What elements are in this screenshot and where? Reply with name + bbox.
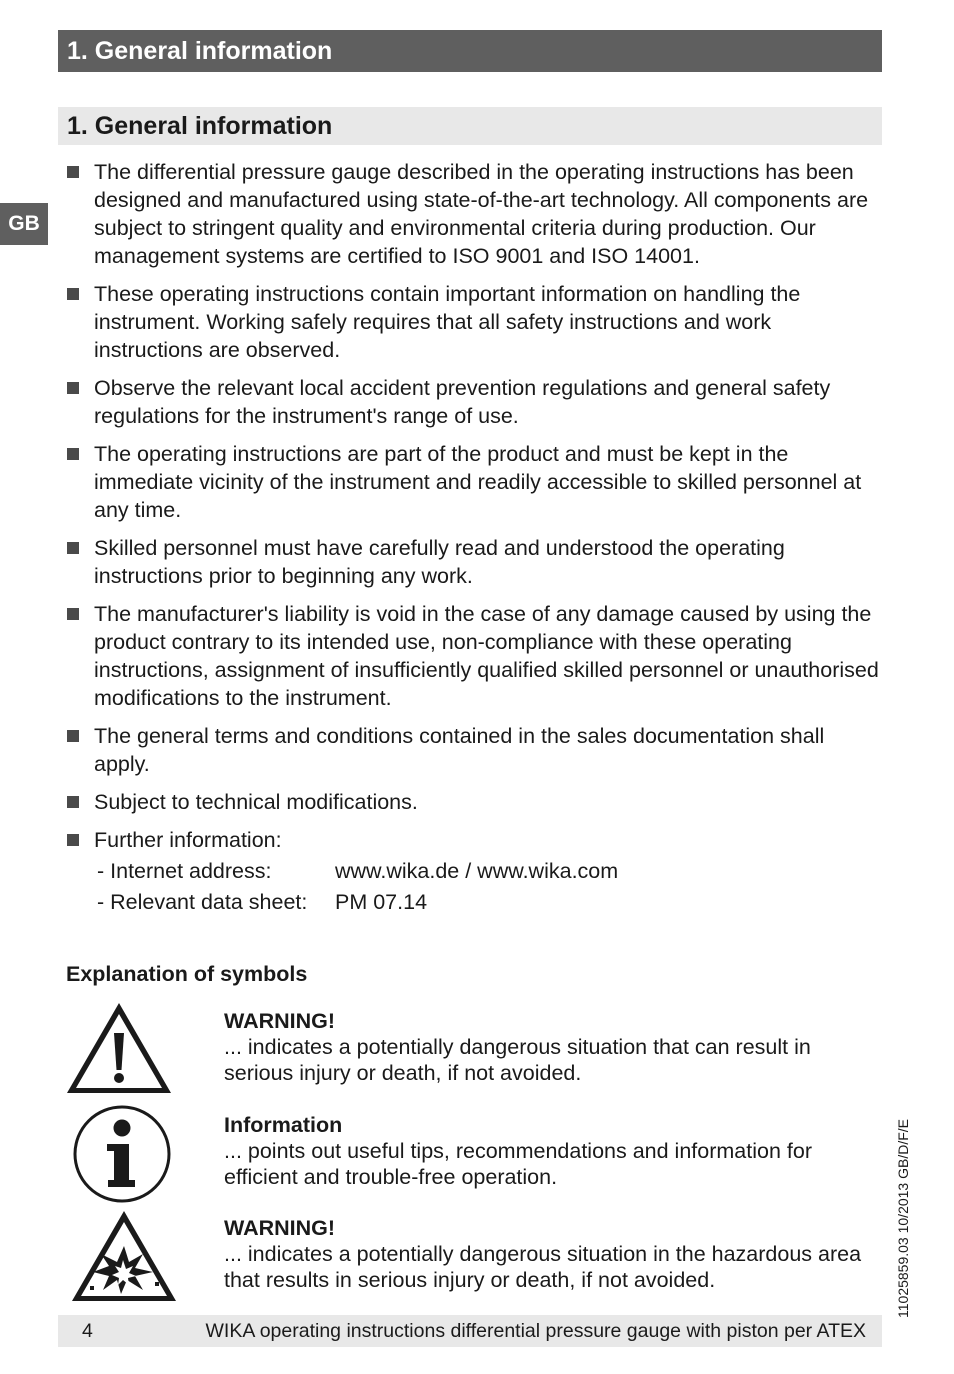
page-number: 4 — [82, 1320, 93, 1342]
list-item — [66, 374, 882, 430]
language-tab: GB — [0, 203, 48, 245]
bullet-text: These operating instructions contain important information on handling the instrument. Working safely requires that all safety instructions and work instructions are observed. — [94, 282, 801, 362]
bullet-text: The general terms and conditions contained in the sales documentation shall apply. — [94, 724, 825, 776]
bullet-square-icon — [67, 448, 79, 460]
internet-address-row — [94, 856, 882, 887]
information-note — [224, 1112, 864, 1190]
bullet-square-icon — [67, 730, 79, 742]
info-value: PM 07.14 — [335, 890, 428, 914]
explosion-warning-icon — [69, 1208, 179, 1304]
further-info-table — [94, 856, 882, 918]
symbols-heading: Explanation of symbols — [66, 962, 308, 986]
bullet-text: The differential pressure gauge described in the operating instructions has been designed and manufactured using state-of-the-art technology. All components are subject to stringent quality and environmental criteria during production. Our management systems are certified to ISO 9001 and ISO 14001. — [94, 160, 869, 268]
bullet-text: Skilled personnel must have carefully read and understood the operating instructions prior to beginning any work. — [94, 536, 785, 588]
page-footer — [58, 1315, 882, 1347]
bullet-text: The manufacturer's liability is void in the case of any damage caused by using the product contrary to its intended use, non-compliance with these operating instructions, assignment of insufficiently qualified skilled personnel or unauthorised modifications to the instrument. — [94, 602, 879, 710]
footer-title: WIKA operating instructions differential pressure gauge with piston per ATEX — [205, 1320, 866, 1342]
list-item — [66, 158, 882, 270]
info-label: - Internet address: — [97, 859, 272, 883]
bullet-text: The operating instructions are part of the product and must be kept in the immediate vicinity of the instrument and readily accessible to skilled personnel at any time. — [94, 442, 862, 522]
bullet-square-icon — [67, 382, 79, 394]
list-item — [66, 280, 882, 364]
hazard-warning-description: ... indicates a potentially dangerous situation in the hazardous area that results in serious injury or death, if not avoided. — [224, 1242, 862, 1292]
info-value: www.wika.de / www.wika.com — [335, 859, 619, 883]
warning-triangle-icon — [64, 1000, 174, 1096]
bullet-square-icon — [67, 166, 79, 178]
bullet-square-icon — [67, 834, 79, 846]
bullet-square-icon — [67, 796, 79, 808]
information-description: ... points out useful tips, recommendations and information for efficient and trouble-free operation. — [224, 1139, 812, 1189]
data-sheet-row — [94, 887, 882, 918]
section-title: 1. General information — [58, 107, 882, 145]
hazard-warning-title: WARNING! — [224, 1216, 336, 1240]
list-item — [66, 722, 882, 778]
bullet-list — [66, 158, 882, 928]
document-number: 11025859.03 10/2013 GB/D/F/E — [895, 1119, 911, 1318]
list-item — [66, 440, 882, 524]
warning-description: ... indicates a potentially dangerous situation that can result in serious injury or death, if not avoided. — [224, 1035, 811, 1085]
list-item — [66, 788, 882, 816]
hazardous-area-warning-note — [224, 1215, 864, 1293]
bullet-text: Further information: — [94, 828, 282, 852]
information-title: Information — [224, 1113, 343, 1137]
list-item — [66, 600, 882, 712]
list-item — [66, 534, 882, 590]
bullet-text: Observe the relevant local accident prevention regulations and general safety regulations for the instrument's range of use. — [94, 376, 831, 428]
information-icon — [71, 1104, 173, 1204]
warning-title: WARNING! — [224, 1009, 336, 1033]
bullet-square-icon — [67, 288, 79, 300]
warning-note — [224, 1008, 864, 1086]
bullet-square-icon — [67, 608, 79, 620]
list-item — [66, 826, 882, 918]
chapter-header: 1. General information — [58, 30, 882, 72]
bullet-text: Subject to technical modifications. — [94, 790, 418, 814]
bullet-square-icon — [67, 542, 79, 554]
info-label: - Relevant data sheet: — [97, 890, 308, 914]
